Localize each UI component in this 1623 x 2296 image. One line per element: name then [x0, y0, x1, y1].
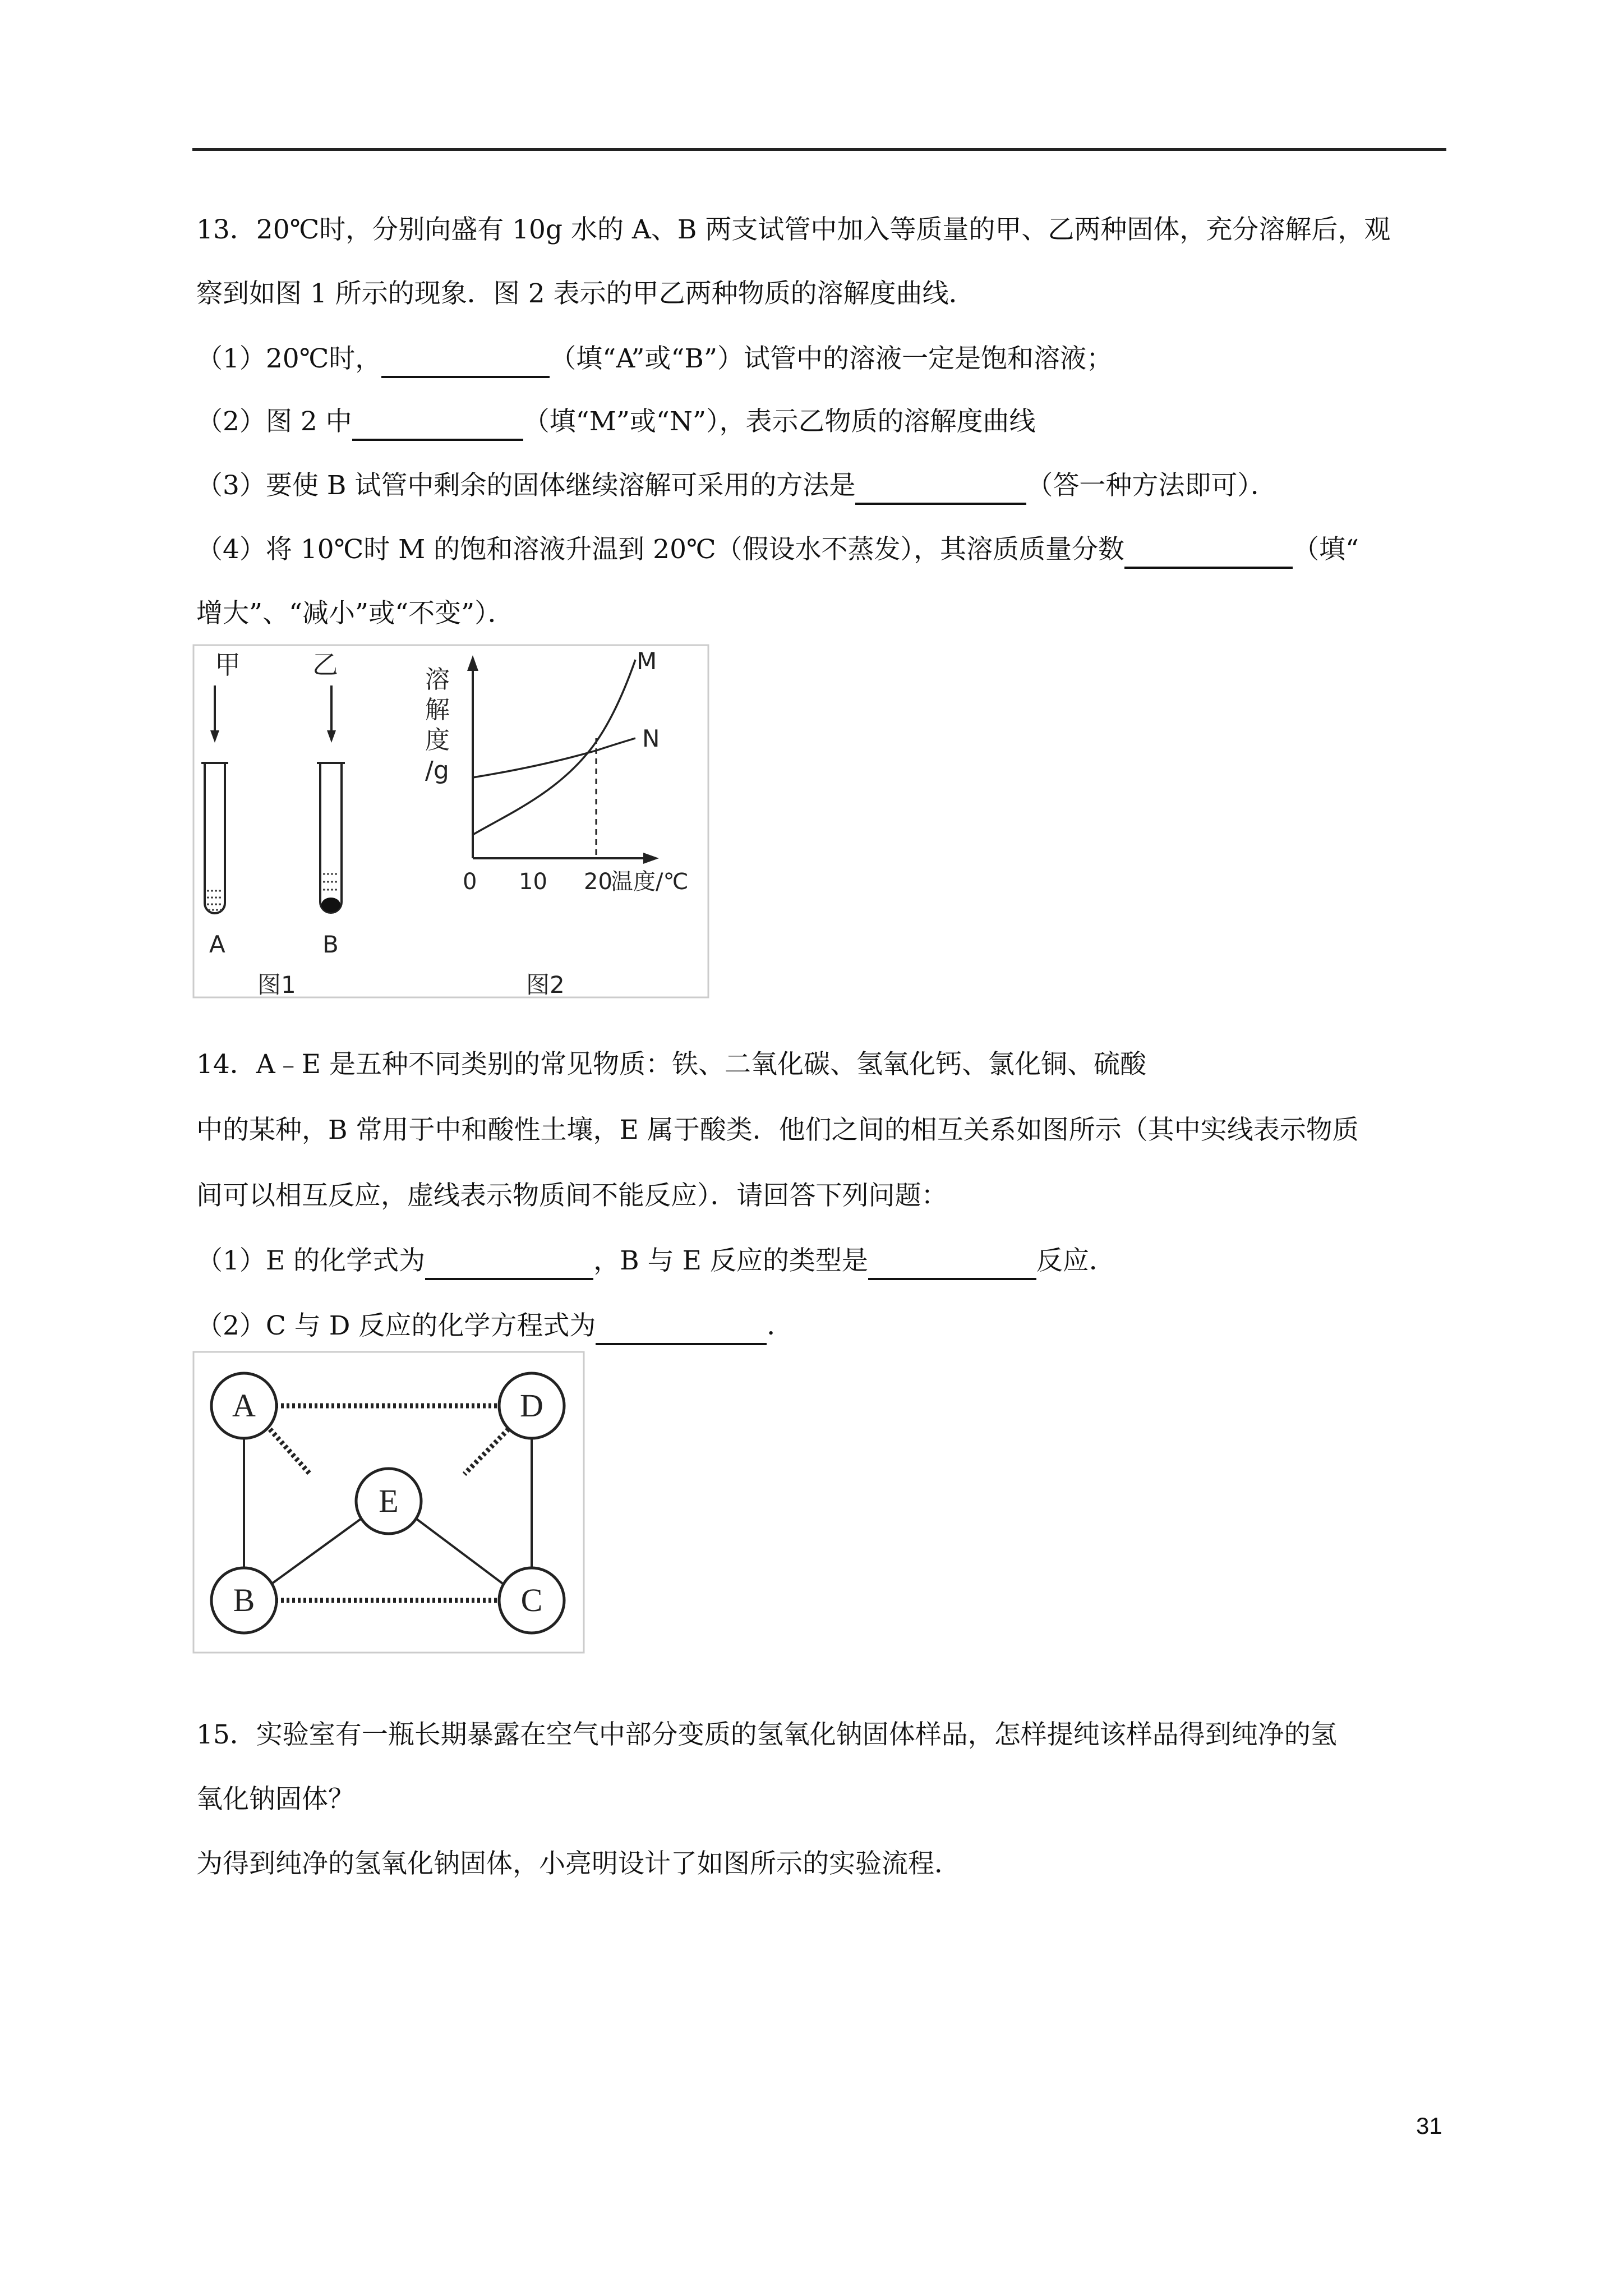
header-rule	[192, 148, 1446, 151]
y-label-char-1: 溶	[425, 665, 450, 694]
tube-a-label: 甲	[215, 650, 241, 680]
q13-part1-blank[interactable]	[381, 342, 550, 378]
q14-part1-blank-1[interactable]	[425, 1244, 593, 1280]
q13-part3-blank[interactable]	[855, 469, 1026, 505]
q13-part2-text-a: （2）图 2 中	[196, 406, 352, 437]
q14-part2-blank[interactable]	[596, 1309, 767, 1345]
q13-figure	[192, 644, 709, 999]
q13-part1-text-b: （填“A”或“B”）试管中的溶液一定是饱和溶液；	[550, 343, 1113, 374]
q14-part1-blank-2[interactable]	[868, 1244, 1036, 1280]
q15-stem-line1: 15．实验室有一瓶长期暴露在空气中部分变质的氢氧化钠固体样品，怎样提纯该样品得到纯净的氢	[196, 1719, 1337, 1750]
x-tick-0: 0	[463, 869, 477, 895]
q13-part1-text-a: （1）20℃时，	[196, 343, 382, 374]
q13-part4-text-b: （填“	[1293, 534, 1359, 565]
q13-stem-line2: 察到如图 1 所示的现象．图 2 表示的甲乙两种物质的溶解度曲线．	[196, 278, 975, 309]
node-a-label: A	[232, 1387, 256, 1424]
q15-stem-line3: 为得到纯净的氢氧化钠固体，小亮明设计了如图所示的实验流程．	[196, 1848, 961, 1879]
q14-stem-line2: 中的某种，B 常用于中和酸性土壤，E 属于酸类．他们之间的相互关系如图所示（其中实线表示物质	[196, 1115, 1359, 1145]
q14-relation-diagram	[192, 1351, 585, 1654]
q14-part2-text-a: （2）C 与 D 反应的化学方程式为	[196, 1310, 596, 1341]
y-label-char-3: 度	[425, 726, 450, 754]
q13-part2-blank[interactable]	[352, 405, 523, 441]
x-axis-label: 温度/℃	[611, 869, 689, 895]
x-tick-10: 10	[519, 869, 547, 895]
q13-stem-line1: 13．20℃时，分别向盛有 10g 水的 A、B 两支试管中加入等质量的甲、乙两种固体，充分溶解后，观	[196, 214, 1391, 245]
q14-stem-line1: 14．A﹣E 是五种不同类别的常见物质：铁、二氧化碳、氢氧化钙、氯化铜、硫酸	[196, 1049, 1146, 1080]
fig2-caption: 图2	[526, 971, 565, 999]
q14-part1-text-a: （1）E 的化学式为	[196, 1245, 426, 1276]
fig1-caption: 图1	[257, 971, 296, 999]
curve-n-label: N	[642, 725, 660, 752]
tube-b-name: B	[322, 931, 339, 958]
curve-m-label: M	[637, 647, 657, 675]
q14-part1-text-c: 反应．	[1036, 1245, 1115, 1276]
node-e-label: E	[379, 1483, 399, 1519]
q13-part1	[196, 342, 1113, 378]
q14-stem-line3: 间可以相互反应，虚线表示物质间不能反应）．请回答下列问题：	[196, 1180, 948, 1211]
q13-part3	[196, 469, 1277, 505]
q13-part4	[196, 533, 1359, 569]
q13-part2	[196, 405, 1036, 441]
q14-part2	[196, 1309, 793, 1345]
q13-part4-blank[interactable]	[1124, 533, 1293, 569]
page-number: 31	[1416, 2113, 1442, 2139]
tube-a-name: A	[209, 931, 225, 958]
y-label-char-2: 解	[425, 696, 450, 724]
q13-figure-frame	[193, 645, 708, 997]
tube-b-label: 乙	[312, 650, 338, 680]
q13-part3-text-a: （3）要使 B 试管中剩余的固体继续溶解可采用的方法是	[196, 470, 856, 501]
q15-stem-line2: 氧化钠固体？	[196, 1784, 354, 1815]
node-c-label: C	[520, 1582, 543, 1618]
q14-part1	[196, 1244, 1115, 1280]
y-label-char-4: /g	[425, 756, 449, 785]
q13-part4-cont: 增大”、“减小”或“不变”）．	[196, 598, 514, 629]
q14-part2-text-b: ．	[767, 1310, 794, 1341]
node-b-label: B	[233, 1582, 255, 1618]
q14-part1-text-b: ，B 与 E 反应的类型是	[593, 1245, 868, 1276]
q13-part4-text-a: （4）将 10℃时 M 的饱和溶液升温到 20℃（假设水不蒸发），其溶质质量分数	[196, 534, 1125, 565]
q13-part2-text-b: （填“M”或“N”），表示乙物质的溶解度曲线	[523, 406, 1036, 437]
q13-part3-text-b: （答一种方法即可）．	[1026, 470, 1277, 501]
x-tick-20: 20	[584, 869, 612, 895]
node-d-label: D	[520, 1387, 543, 1424]
